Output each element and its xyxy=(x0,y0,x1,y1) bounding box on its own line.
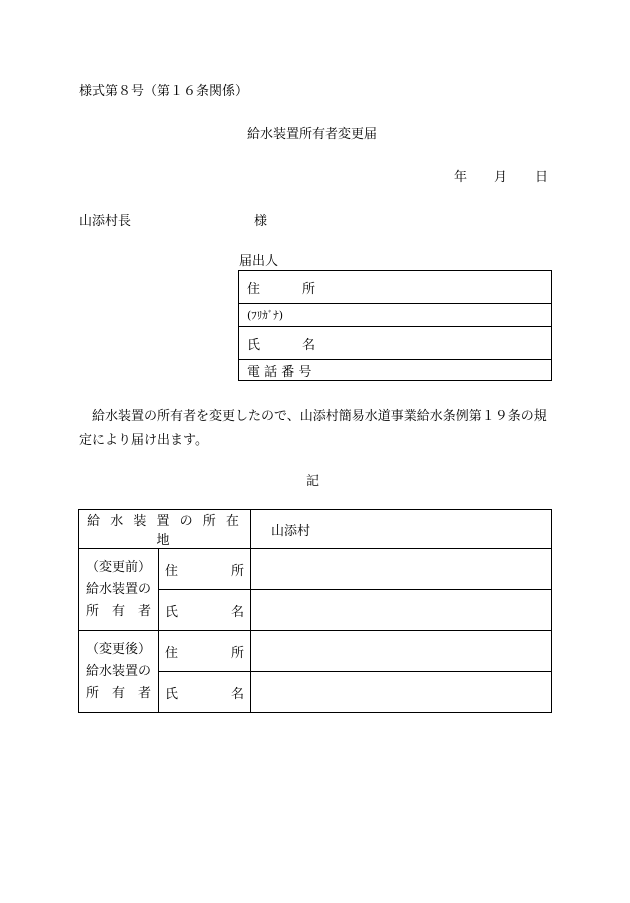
after-owner-line-1: （変更後） xyxy=(85,641,151,657)
before-name-label-1: 氏 xyxy=(165,604,179,620)
after-owner-line-3: 所 有 者 xyxy=(85,685,151,701)
addressee: 山添村長 xyxy=(79,214,132,229)
honorific: 様 xyxy=(254,214,268,229)
document-title: 給水装置所有者変更届 xyxy=(247,127,378,142)
before-name-label xyxy=(159,590,251,631)
after-address-label-2: 所 xyxy=(230,645,244,661)
applicant-label: 届出人 xyxy=(239,254,279,269)
applicant-phone-row xyxy=(239,360,552,381)
form-number: 様式第８号（第１６条関係） xyxy=(79,84,249,99)
before-address-label-1: 住 xyxy=(165,563,179,579)
applicant-table xyxy=(238,270,552,381)
location-value: 山添村 xyxy=(271,523,311,539)
applicant-name-row xyxy=(239,327,552,360)
after-address-label xyxy=(159,631,251,672)
after-owner-line-2: 給水装置の xyxy=(85,663,151,679)
before-owner-line-3: 所 有 者 xyxy=(85,603,151,619)
before-name-label-2: 名 xyxy=(230,604,244,620)
before-address-input[interactable] xyxy=(251,549,552,590)
before-address-label-2: 所 xyxy=(230,563,244,579)
applicant-furigana-label: (ﾌﾘｶﾞﾅ) xyxy=(247,309,284,322)
applicant-address-row xyxy=(239,271,552,304)
body-statement: 給水装置の所有者を変更したので、山添村簡易水道事業給水条例第１９条の規定により届け出ます。 xyxy=(79,409,547,448)
before-owner-line-2: 給水装置の xyxy=(85,581,151,597)
location-value-field[interactable] xyxy=(251,510,552,549)
after-owner-label xyxy=(79,631,159,713)
applicant-name-label-2: 名 xyxy=(302,337,316,353)
after-name-label-2: 名 xyxy=(230,686,244,702)
date-day-label: 日 xyxy=(535,170,549,185)
applicant-furigana-row xyxy=(239,304,552,327)
detail-table xyxy=(78,509,552,713)
applicant-phone-label: 電 話 番 号 xyxy=(247,364,312,380)
after-address-label-1: 住 xyxy=(165,645,179,661)
applicant-furigana-field[interactable] xyxy=(239,304,552,327)
location-label: 給 水 装 置 の 所 在 地 xyxy=(79,510,251,549)
applicant-address-label-1: 住 xyxy=(247,281,261,297)
before-address-label xyxy=(159,549,251,590)
memo-heading: 記 xyxy=(306,474,320,489)
after-name-input[interactable] xyxy=(251,672,552,713)
after-name-label xyxy=(159,672,251,713)
applicant-phone-field[interactable] xyxy=(239,360,552,381)
applicant-address-field[interactable] xyxy=(239,271,552,304)
after-address-input[interactable] xyxy=(251,631,552,672)
before-name-input[interactable] xyxy=(251,590,552,631)
after-name-label-1: 氏 xyxy=(165,686,179,702)
before-owner-line-1: （変更前） xyxy=(85,559,151,575)
applicant-name-field[interactable] xyxy=(239,327,552,360)
applicant-address-label-2: 所 xyxy=(302,281,316,297)
date-month-label: 月 xyxy=(494,170,508,185)
location-row xyxy=(79,510,552,549)
before-address-row xyxy=(79,549,552,590)
applicant-name-label-1: 氏 xyxy=(247,337,261,353)
after-address-row xyxy=(79,631,552,672)
date-year-label: 年 xyxy=(454,170,468,185)
before-owner-label xyxy=(79,549,159,631)
